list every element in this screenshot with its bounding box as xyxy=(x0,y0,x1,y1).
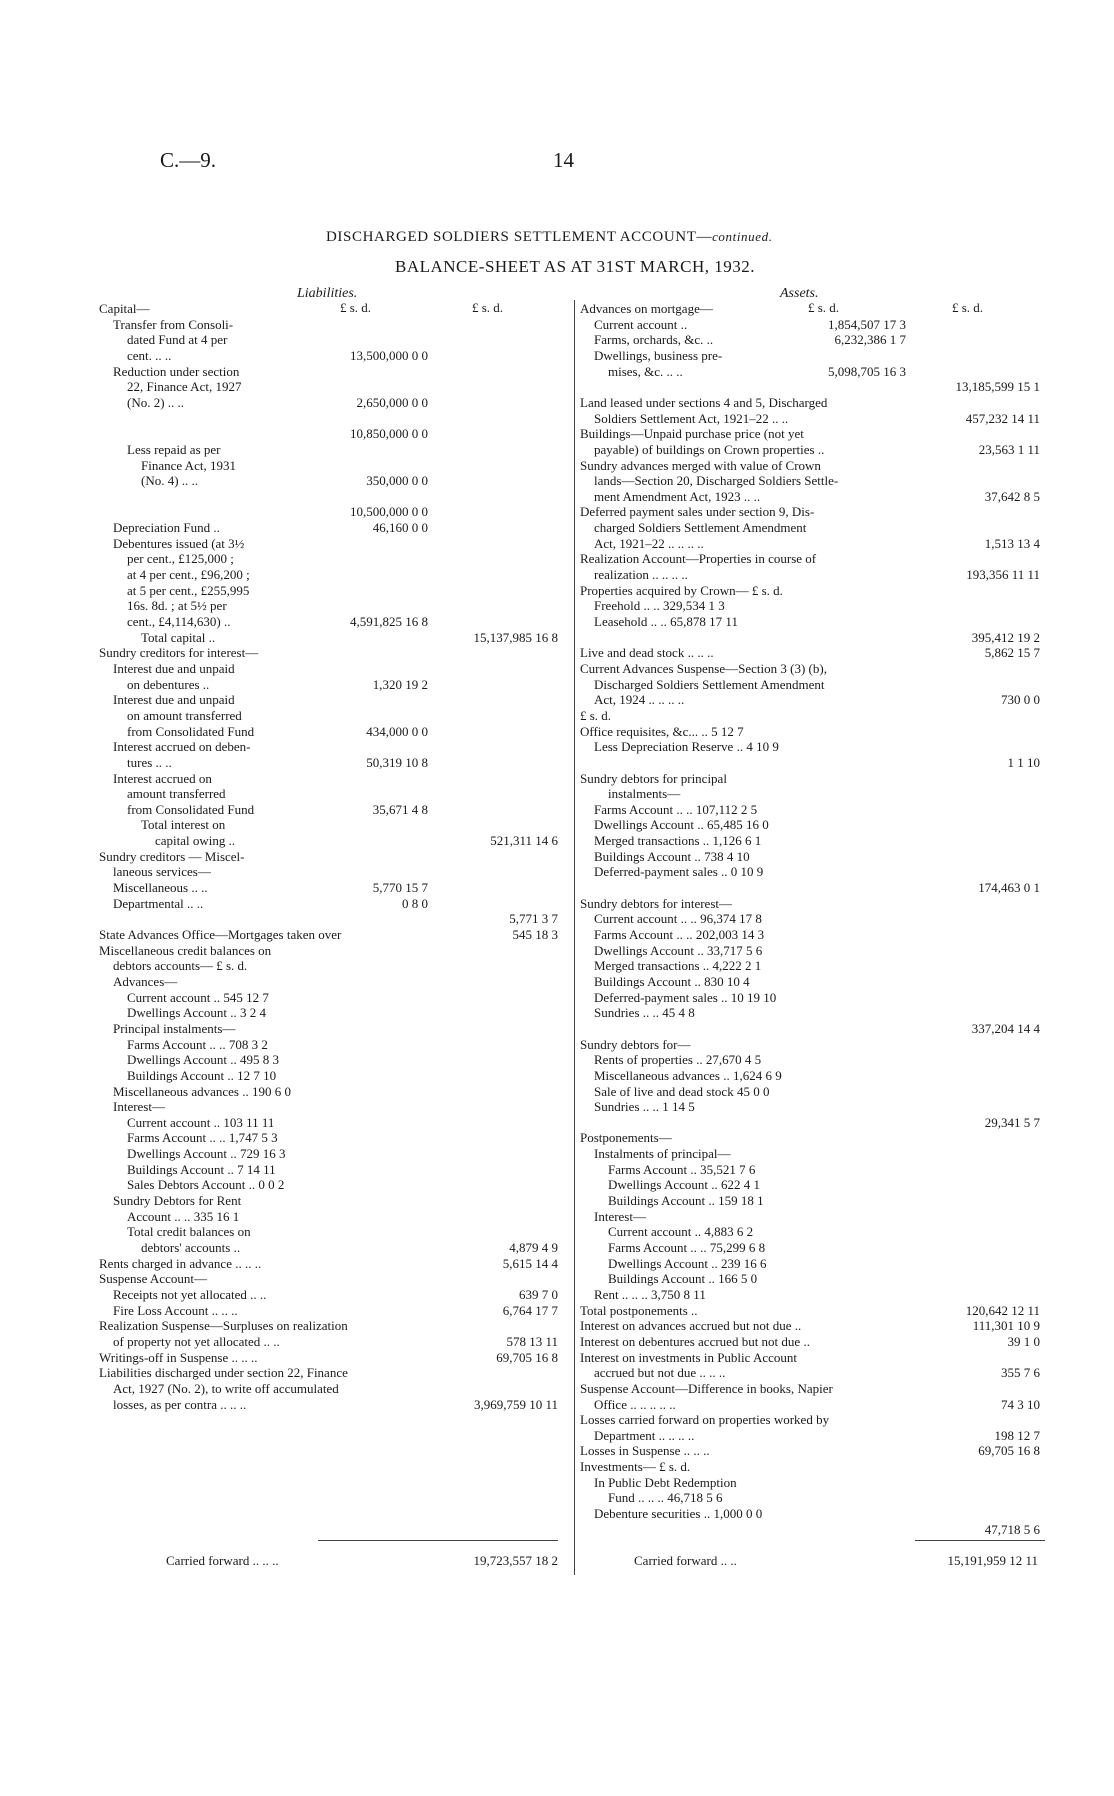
liabilities-line: 22, Finance Act, 1927 xyxy=(127,379,242,395)
liabilities-line: Less repaid as per xyxy=(127,441,221,457)
assets-total: 39 1 0 xyxy=(1007,1333,1040,1349)
liabilities-line: at 5 per cent., £255,995 xyxy=(127,582,250,598)
assets-total: 395,412 19 2 xyxy=(971,629,1040,645)
assets-line: Interest on advances accrued but not due .. xyxy=(580,1318,802,1334)
liabilities-line: Sundry creditors — Miscel- xyxy=(99,848,245,864)
assets-line: Buildings Account .. 738 4 10 xyxy=(594,848,750,864)
assets-line: Suspense Account—Difference in books, Napier xyxy=(580,1380,833,1396)
liabilities-line: per cent., £125,000 ; xyxy=(127,551,234,567)
assets-line: Act, 1924 .. .. .. .. xyxy=(594,692,685,708)
assets-currency-header-1: £ s. d. xyxy=(808,300,840,315)
liabilities-line: laneous services— xyxy=(113,864,211,880)
assets-total: 193,356 11 11 xyxy=(966,567,1040,583)
carried-forward-rule-right xyxy=(915,1540,1045,1541)
assets-line: Soldiers Settlement Act, 1921–22 .. .. xyxy=(594,410,789,426)
liabilities-line: on amount transferred xyxy=(127,707,242,723)
assets-total: 69,705 16 8 xyxy=(978,1443,1040,1459)
liabilities-line: Advances— xyxy=(113,973,178,989)
assets-line: Buildings—Unpaid purchase price (not yet xyxy=(580,426,804,442)
assets-line: Sundry debtors for principal xyxy=(580,770,727,786)
liabilities-line: 16s. 8d. ; at 5½ per xyxy=(127,598,227,614)
assets-total: 13,185,599 15 1 xyxy=(955,379,1040,395)
liabilities-line: Realization Suspense—Surpluses on realization xyxy=(99,1318,348,1334)
liabilities-line: Total capital .. xyxy=(141,629,216,645)
assets-total: 355 7 6 xyxy=(1001,1365,1040,1381)
assets-line: Buildings Account .. 830 10 4 xyxy=(594,973,750,989)
liabilities-amount: 1,320 19 2 xyxy=(372,676,428,692)
assets-total: 730 0 0 xyxy=(1001,692,1040,708)
assets-line: Current account .. .. 96,374 17 8 xyxy=(594,911,762,927)
assets-total: 5,862 15 7 xyxy=(984,645,1040,661)
page-subtitle: BALANCE-SHEET AS AT 31ST MARCH, 1932. xyxy=(395,257,755,276)
assets-total: 337,204 14 4 xyxy=(971,1020,1040,1036)
liabilities-line: at 4 per cent., £96,200 ; xyxy=(127,567,250,583)
liabilities-line: losses, as per contra .. .. .. xyxy=(113,1396,247,1412)
liabilities-amount: 50,319 10 8 xyxy=(366,754,428,770)
liabilities-total: 521,311 14 6 xyxy=(490,833,558,849)
assets-line: mises, &c. .. .. xyxy=(608,363,683,379)
liabilities-line: Transfer from Consoli- xyxy=(113,316,234,332)
liabilities-line: Account .. .. 335 16 1 xyxy=(127,1208,240,1224)
liabilities-line: Interest due and unpaid xyxy=(113,692,235,708)
liabilities-line: Principal instalments— xyxy=(113,1020,236,1036)
liabilities-line: amount transferred xyxy=(127,786,226,802)
liabilities-line: Current account .. 103 11 11 xyxy=(127,1114,275,1130)
assets-heading: Assets. xyxy=(780,286,819,301)
assets-total: 37,642 8 5 xyxy=(984,488,1040,504)
liabilities-line: Miscellaneous advances .. 190 6 0 xyxy=(113,1083,291,1099)
assets-total: 120,642 12 11 xyxy=(965,1302,1040,1318)
liabilities-line: Interest accrued on deben- xyxy=(113,739,251,755)
assets-line: Department .. .. .. .. xyxy=(594,1427,695,1443)
assets-line: Miscellaneous advances .. 1,624 6 9 xyxy=(594,1067,782,1083)
assets-line: Farms Account .. .. 75,299 6 8 xyxy=(608,1240,766,1255)
page-number: 14 xyxy=(553,148,574,172)
liabilities-line: debtors accounts— £ s. d. xyxy=(113,958,248,974)
liabilities-line: Reduction under section xyxy=(113,363,240,379)
liabilities-line: on debentures .. xyxy=(127,676,210,692)
liabilities-line: Buildings Account .. 7 14 11 xyxy=(127,1161,276,1177)
assets-amount: 5,098,705 16 3 xyxy=(828,363,906,379)
liabilities-line: Dwellings Account .. 495 8 3 xyxy=(127,1052,280,1068)
liabilities-line: Finance Act, 1931 xyxy=(141,457,236,473)
assets-line: In Public Debt Redemption xyxy=(594,1474,737,1490)
liabilities-line: Departmental .. .. xyxy=(113,895,204,911)
liabilities-line: Miscellaneous credit balances on xyxy=(99,942,272,958)
assets-line: Interest on debentures accrued but not due .. xyxy=(580,1333,810,1349)
assets-line: Dwellings Account .. 239 16 6 xyxy=(608,1255,767,1271)
liabilities-line: Current account .. 545 12 7 xyxy=(127,989,269,1005)
assets-carried-forward-value: 15,191,959 12 11 xyxy=(947,1553,1038,1568)
assets-line: Postponements— xyxy=(580,1130,672,1146)
assets-line: Land leased under sections 4 and 5, Discharged xyxy=(580,394,828,410)
liabilities-amount: 10,500,000 0 0 xyxy=(350,504,428,520)
assets-total: 457,232 14 11 xyxy=(965,410,1040,426)
assets-line: Dwellings Account .. 33,717 5 6 xyxy=(594,942,763,958)
assets-total: 174,463 0 1 xyxy=(978,880,1040,896)
assets-line: ment Amendment Act, 1923 .. .. xyxy=(594,488,761,504)
liabilities-line: of property not yet allocated .. .. xyxy=(113,1333,280,1349)
assets-line: Farms, orchards, &c. .. xyxy=(594,332,714,348)
assets-line: Deferred-payment sales .. 0 10 9 xyxy=(594,864,764,880)
assets-line: Interest on investments in Public Account xyxy=(580,1349,797,1365)
assets-line: Less Depreciation Reserve .. 4 10 9 xyxy=(594,739,779,755)
liabilities-line: Rents charged in advance .. .. .. xyxy=(99,1255,262,1271)
liabilities-line: cent. .. .. xyxy=(127,347,172,363)
liabilities-total: 545 18 3 xyxy=(512,927,558,942)
assets-line: Sundry advances merged with value of Crown xyxy=(580,457,821,473)
assets-line: Rent .. .. .. 3,750 8 11 xyxy=(594,1286,706,1302)
assets-line: Freehold .. .. 329,534 1 3 xyxy=(594,598,725,614)
assets-line: Office requisites, &c... .. 5 12 7 xyxy=(580,723,744,739)
assets-carried-forward-label: Carried forward .. .. xyxy=(634,1553,737,1568)
assets-line: accrued but not due .. .. .. xyxy=(594,1365,726,1381)
liabilities-amount: 0 8 0 xyxy=(402,895,428,911)
assets-amount: 1,854,507 17 3 xyxy=(828,316,906,332)
liabilities-amount: 13,500,000 0 0 xyxy=(350,347,428,363)
document-reference: C.—9. xyxy=(160,148,217,172)
assets-total: 1,513 13 4 xyxy=(984,535,1040,551)
assets-line: Deferred payment sales under section 9, Dis- xyxy=(580,504,815,520)
carried-forward-rule-left xyxy=(318,1540,558,1541)
assets-line: lands—Section 20, Discharged Soldiers Settle- xyxy=(594,473,839,489)
assets-line: Debenture securities .. 1,000 0 0 xyxy=(594,1506,763,1522)
liabilities-amount: 350,000 0 0 xyxy=(366,473,428,489)
liabilities-amount: 46,160 0 0 xyxy=(372,520,428,536)
assets-line: Sundries .. .. 45 4 8 xyxy=(594,1005,695,1021)
assets-total: 111,301 10 9 xyxy=(972,1318,1040,1334)
assets-total: 29,341 5 7 xyxy=(984,1114,1040,1130)
assets-line: Dwellings Account .. 65,485 16 0 xyxy=(594,817,769,833)
assets-line: Deferred-payment sales .. 10 19 10 xyxy=(594,989,777,1005)
assets-total: 198 12 7 xyxy=(994,1427,1040,1443)
liabilities-amount: 434,000 0 0 xyxy=(366,723,428,739)
liabilities-total: 15,137,985 16 8 xyxy=(473,629,558,645)
liabilities-total: 5,771 3 7 xyxy=(509,911,558,927)
liabilities-heading: Liabilities. xyxy=(297,286,358,301)
page-title xyxy=(326,229,773,246)
liabilities-line: Sundry creditors for interest— xyxy=(99,645,259,661)
assets-line: Properties acquired by Crown— £ s. d. xyxy=(580,582,783,598)
assets-line: Merged transactions .. 4,222 2 1 xyxy=(594,958,762,974)
liabilities-line: Fire Loss Account .. .. .. xyxy=(113,1302,238,1318)
assets-line: Realization Account—Properties in course of xyxy=(580,551,817,567)
assets-line: Live and dead stock .. .. .. xyxy=(580,645,714,661)
assets-line: Interest— xyxy=(594,1208,646,1224)
liabilities-line: Receipts not yet allocated .. .. xyxy=(113,1286,267,1302)
assets-line: instalments— xyxy=(608,786,681,802)
liabilities-line: cent., £4,114,630) .. xyxy=(127,614,231,629)
assets-line: Losses in Suspense .. .. .. xyxy=(580,1443,710,1459)
liabilities-line: from Consolidated Fund xyxy=(127,723,255,739)
liabilities-line: State Advances Office—Mortgages taken over xyxy=(99,927,342,942)
liabilities-line: Writings-off in Suspense .. .. .. xyxy=(99,1349,258,1365)
title-main: DISCHARGED SOLDIERS SETTLEMENT ACCOUNT— xyxy=(326,229,713,245)
liabilities-total: 578 13 11 xyxy=(506,1333,558,1349)
liabilities-line: Depreciation Fund .. xyxy=(113,520,220,536)
title-continued: continued. xyxy=(712,229,773,244)
assets-total: 1 1 10 xyxy=(1007,754,1040,770)
liabilities-currency-header-1: £ s. d. xyxy=(340,300,372,315)
assets-line: Act, 1921–22 .. .. .. .. xyxy=(594,535,704,551)
liabilities-line: Farms Account .. .. 708 3 2 xyxy=(127,1036,268,1052)
liabilities-line: Sales Debtors Account .. 0 0 2 xyxy=(127,1177,285,1193)
liabilities-line: (No. 4) .. .. xyxy=(141,473,199,489)
assets-line: Sale of live and dead stock 45 0 0 xyxy=(594,1083,770,1099)
assets-line: payable) of buildings on Crown properties .. xyxy=(594,441,825,457)
liabilities-amount: 35,671 4 8 xyxy=(372,801,428,817)
assets-total: 74 3 10 xyxy=(1001,1396,1040,1412)
liabilities-line: Miscellaneous .. .. xyxy=(113,880,208,896)
liabilities-line: (No. 2) .. .. xyxy=(127,394,185,410)
liabilities-line: Interest— xyxy=(113,1099,165,1115)
liabilities-amount: 4,591,825 16 8 xyxy=(350,614,428,629)
assets-line: Rents of properties .. 27,670 4 5 xyxy=(594,1052,762,1068)
assets-line: Current Advances Suspense—Section 3 (3) (b), xyxy=(580,660,827,676)
assets-line: realization .. .. .. .. xyxy=(594,567,688,583)
assets-line: charged Soldiers Settlement Amendment xyxy=(594,520,807,536)
liabilities-line: Interest due and unpaid xyxy=(113,660,235,676)
liabilities-line: debtors' accounts .. xyxy=(141,1240,241,1255)
assets-line: Buildings Account .. 166 5 0 xyxy=(608,1271,758,1287)
column-divider xyxy=(574,300,575,1575)
assets-line: Farms Account .. .. 107,112 2 5 xyxy=(594,801,758,817)
liabilities-line: dated Fund at 4 per xyxy=(127,332,228,348)
assets-amount: 6,232,386 1 7 xyxy=(834,332,906,348)
liabilities-line: Buildings Account .. 12 7 10 xyxy=(127,1067,277,1083)
assets-total: 23,563 1 11 xyxy=(978,441,1040,457)
liabilities-total: 4,879 4 9 xyxy=(509,1240,558,1255)
liabilities-line: Total interest on xyxy=(141,817,226,833)
assets-line: Instalments of principal— xyxy=(594,1146,731,1162)
assets-line: Total postponements .. xyxy=(580,1302,698,1318)
liabilities-carried-forward-value: 19,723,557 18 2 xyxy=(473,1553,558,1568)
assets-line: Office .. .. .. .. .. xyxy=(594,1396,676,1412)
liabilities-line: Debentures issued (at 3½ xyxy=(113,535,245,551)
liabilities-line: Total credit balances on xyxy=(127,1224,251,1240)
assets-line: Sundry debtors for interest— xyxy=(580,895,733,911)
assets-line: Sundries .. .. 1 14 5 xyxy=(594,1099,695,1115)
liabilities-line: Dwellings Account .. 729 16 3 xyxy=(127,1146,286,1162)
liabilities-amount: 5,770 15 7 xyxy=(372,880,428,896)
assets-line: Buildings Account .. 159 18 1 xyxy=(608,1193,764,1209)
liabilities-line: from Consolidated Fund xyxy=(127,801,255,817)
liabilities-total: 639 7 0 xyxy=(519,1286,558,1302)
assets-line: Dwellings Account .. 622 4 1 xyxy=(608,1177,761,1193)
assets-line: Investments— £ s. d. xyxy=(580,1459,691,1475)
assets-line: Advances on mortgage— xyxy=(580,301,713,316)
liabilities-currency-header-2: £ s. d. xyxy=(472,300,504,315)
liabilities-amount: 2,650,000 0 0 xyxy=(356,394,428,410)
liabilities-total: 5,615 14 4 xyxy=(502,1255,558,1271)
liabilities-line: tures .. .. xyxy=(127,754,172,770)
liabilities-line: Interest accrued on xyxy=(113,770,212,786)
assets-line: Fund .. .. .. 46,718 5 6 xyxy=(608,1490,723,1506)
liabilities-line: Suspense Account— xyxy=(99,1271,207,1287)
assets-total: 47,718 5 6 xyxy=(984,1521,1040,1537)
liabilities-line: Act, 1927 (No. 2), to write off accumulated xyxy=(113,1380,339,1396)
assets-line: Current account .. xyxy=(594,316,688,332)
liabilities-line: Dwellings Account .. 3 2 4 xyxy=(127,1005,267,1021)
liabilities-carried-forward-label: Carried forward .. .. .. xyxy=(166,1553,279,1568)
assets-line: Discharged Soldiers Settlement Amendment xyxy=(594,676,825,692)
assets-line: Merged transactions .. 1,126 6 1 xyxy=(594,833,762,849)
assets-line: Farms Account .. .. 202,003 14 3 xyxy=(594,927,765,942)
assets-line: Dwellings, business pre- xyxy=(594,347,723,363)
liabilities-total: 6,764 17 7 xyxy=(502,1302,558,1318)
liabilities-line: capital owing .. xyxy=(155,833,236,849)
assets-line: £ s. d. xyxy=(580,707,612,723)
assets-line: Leasehold .. .. 65,878 17 11 xyxy=(594,614,738,629)
liabilities-line: Farms Account .. .. 1,747 5 3 xyxy=(127,1130,278,1146)
assets-line: Farms Account .. 35,521 7 6 xyxy=(608,1161,756,1177)
assets-line: Sundry debtors for— xyxy=(580,1036,691,1052)
liabilities-total: 69,705 16 8 xyxy=(496,1349,558,1365)
liabilities-line: Sundry Debtors for Rent xyxy=(113,1193,242,1209)
liabilities-total: 3,969,759 10 11 xyxy=(473,1396,558,1412)
assets-currency-header-2: £ s. d. xyxy=(952,300,984,315)
assets-line: Losses carried forward on properties worked by xyxy=(580,1412,830,1428)
liabilities-amount: 10,850,000 0 0 xyxy=(350,426,428,442)
liabilities-line: Capital— xyxy=(99,301,150,316)
assets-line: Current account .. 4,883 6 2 xyxy=(608,1224,754,1240)
liabilities-line: Liabilities discharged under section 22, Finance xyxy=(99,1365,348,1381)
